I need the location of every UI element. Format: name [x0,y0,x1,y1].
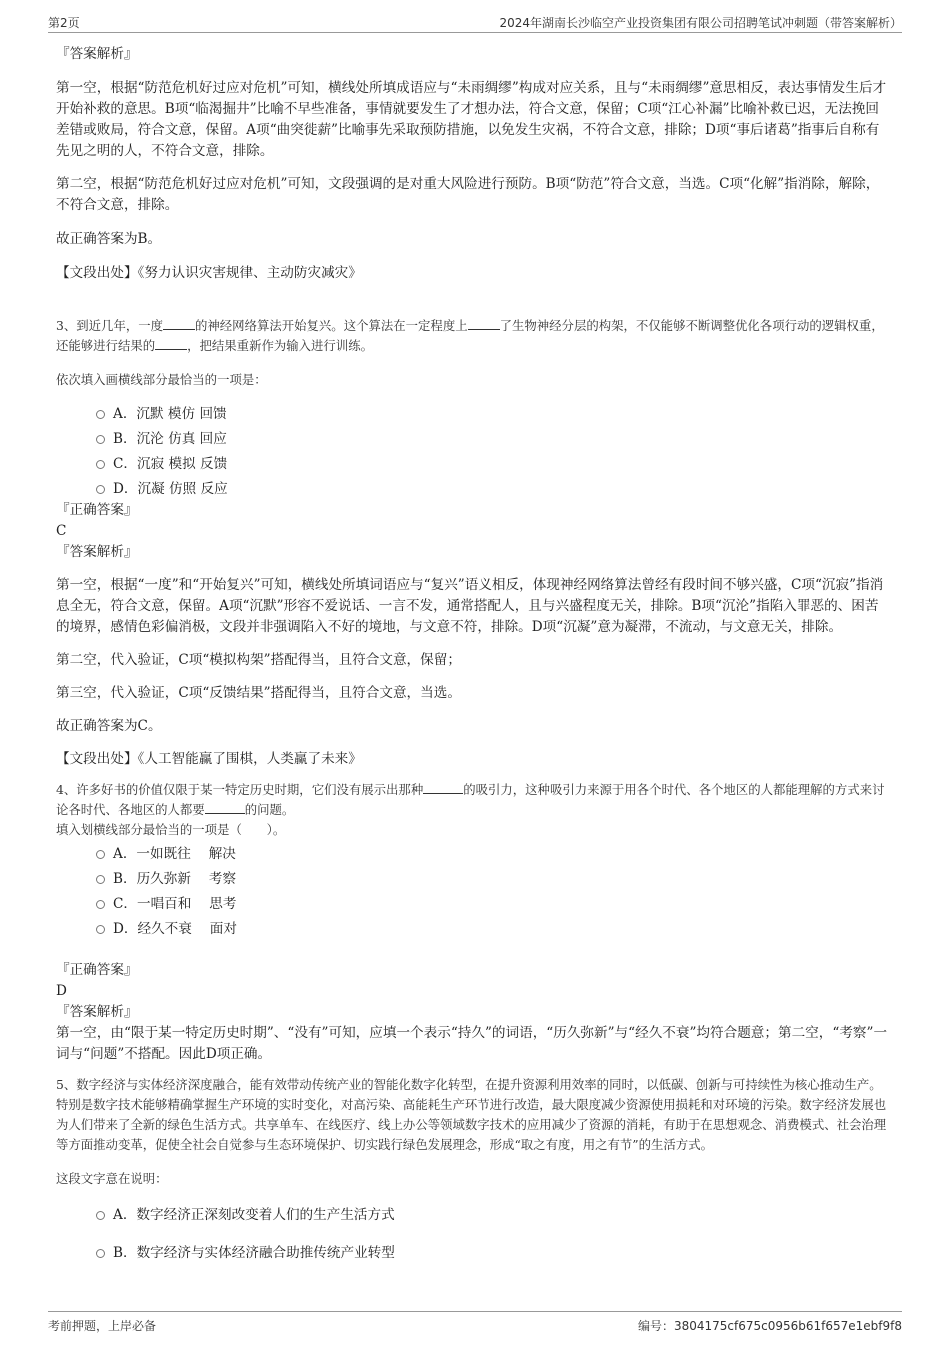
q3-source: 【文段出处】《人工智能赢了围棋，人类赢了未来》 [56,751,362,767]
q3-prompt: 依次填入画横线部分最恰当的一项是： [56,372,267,387]
main-content [56,44,890,1268]
page-footer [48,1311,902,1336]
q4-analysis-label: 『答案解析』 [56,1004,138,1020]
q3-conclusion: 故正确答案为C。 [56,718,162,734]
document-id: 编号：3804175cf675c0956b61f657e1ebf9f8 [637,1319,902,1333]
q4-option-c[interactable]: C．一唱百和 思考 [56,894,890,919]
radio-icon[interactable] [96,485,105,494]
document-title: 2024年湖南长沙临空产业投资集团有限公司招聘笔试冲刺题（带答案解析） [499,16,902,30]
q2-source: 【文段出处】《努力认识灾害规律、主动防灾减灾》 [56,265,362,281]
q3-option-c[interactable]: C．沉寂 模拟 反馈 [56,454,890,479]
q4-answer: D [56,983,67,999]
radio-icon[interactable] [96,875,105,884]
page-header [48,10,902,33]
q2-analysis-label: 『答案解析』 [56,46,138,62]
radio-icon[interactable] [96,460,105,469]
q4-analysis-para1: 第一空，由“限于某一特定历史时期”、“没有”可知，应填一个表示“持久”的词语，“历久弥新”与“经久不衰”均符合题意；第二空，“考察”一词与“问题”不搭配。因此D项正确。 [56,1025,888,1062]
q4-stem: 4、许多好书的价值仅限于某一特定历史时期，它们没有展示出那种 的吸引力，这种吸引力来源于用各个时代、各个地区的人都能理解的方式来讨论各时代、各地区的人都要 的问题。 [56,782,885,817]
q2-analysis-para1: 第一空，根据“防范危机好过应对危机”可知，横线处所填成语应与“未雨绸缪”构成对应关系，且与“未雨绸缪”意思相反，表达事情发生后才开始补救的意思。B项“临渴掘井”比喻不早些准备，事情就要发生了才想办法，符合文意，保留；C项“江心补漏”比喻补救已迟，无法挽回差错或败局，符合文意，保留。A项“曲突徙薪”比喻事先采取预防措施，以免发生灾祸，不符合文意，排除；D项“事后诸葛”指事后自称有先见之明的人，不符合文意，排除。 [56,80,887,159]
q3-option-a[interactable]: A．沉默 模仿 回馈 [56,404,890,429]
radio-icon[interactable] [96,925,105,934]
q3-answer: C [56,523,67,539]
q5-prompt: 这段文字意在说明： [56,1171,168,1186]
q5-options [56,1205,890,1268]
q5-stem: 5、数字经济与实体经济深度融合，能有效带动传统产业的智能化数字化转型，在提升资源利用效率的同时，以低碳、创新与可持续性为核心推动生产。特别是数字技术能够精确掌握生产环境的实时变化，对高污染、高能耗生产环节进行改造，最大限度减少资源使用损耗和对环境的污染。数字经济发展也为人们带来了全新的绿色生活方式。共享单车、在线医疗、线上办公等领域数字技术的应用减少了资源的消耗，有助于在思想观念、消费模式、社会治理等方面推动变革，促使全社会自觉参与生态环境保护、切实践行绿色发展理念，形成“取之有度，用之有节”的生活方式。 [56,1077,887,1152]
q3-analysis-para1: 第一空，根据“一度”和“开始复兴”可知，横线处所填词语应与“复兴”语义相反，体现神经网络算法曾经有段时间不够兴盛，C项“沉寂”指消息全无，符合文意，保留。A项“沉默”形容不爱说话、一言不发，通常搭配人，且与兴盛程度无关，排除。B项“沉沦”指陷入罪恶的、困苦的境界，感情色彩偏消极，文段并非强调陷入不好的境地，与文意不符，排除。D项“沉凝”意为凝滞，不流动，与文意无关，排除。 [56,577,884,635]
radio-icon[interactable] [96,1211,105,1220]
q3-stem: 3、到近几年，一度 的神经网络算法开始复兴。这个算法在一定程度上 了生物神经分层的构架，不仅能够不断调整优化各项行动的逻辑权重，还能够进行结果的 ，把结果重新作为输入进行训练。 [56,318,884,353]
q3-option-b[interactable]: B．沉沦 仿真 回应 [56,429,890,454]
radio-icon[interactable] [96,435,105,444]
q3-analysis-para2: 第二空，代入验证，C项“模拟构架”搭配得当，且符合文意，保留； [56,652,461,668]
q3-options [56,404,890,504]
q4-prompt: 填入划横线部分最恰当的一项是（ ）。 [56,822,286,837]
radio-icon[interactable] [96,900,105,909]
page-number: 第2页 [48,16,80,30]
q3-option-d[interactable]: D．沉凝 仿照 反应 [56,479,890,504]
q3-analysis-label: 『答案解析』 [56,544,138,560]
q3-answer-label: 『正确答案』 [56,502,138,518]
radio-icon[interactable] [96,1249,105,1258]
q2-conclusion: 故正确答案为B。 [56,231,162,247]
q4-option-d[interactable]: D．经久不衰 面对 [56,919,890,944]
q4-option-a[interactable]: A．一如既往 解决 [56,844,890,869]
q5-option-a[interactable]: A．数字经济正深刻改变着人们的生产生活方式 [56,1205,890,1243]
q5-option-b[interactable]: B．数字经济与实体经济融合助推传统产业转型 [56,1243,890,1268]
radio-icon[interactable] [96,850,105,859]
radio-icon[interactable] [96,410,105,419]
footer-slogan: 考前押题，上岸必备 [48,1319,157,1333]
q4-options [56,844,890,944]
q3-analysis-para3: 第三空，代入验证，C项“反馈结果”搭配得当，且符合文意，当选。 [56,685,461,701]
q2-analysis-para2: 第二空，根据“防范危机好过应对危机”可知，文段强调的是对重大风险进行预防。B项“防范”符合文意，当选。C项“化解”指消除，解除，不符合文意，排除。 [56,176,880,213]
q4-option-b[interactable]: B．历久弥新 考察 [56,869,890,894]
q4-answer-label: 『正确答案』 [56,962,138,978]
